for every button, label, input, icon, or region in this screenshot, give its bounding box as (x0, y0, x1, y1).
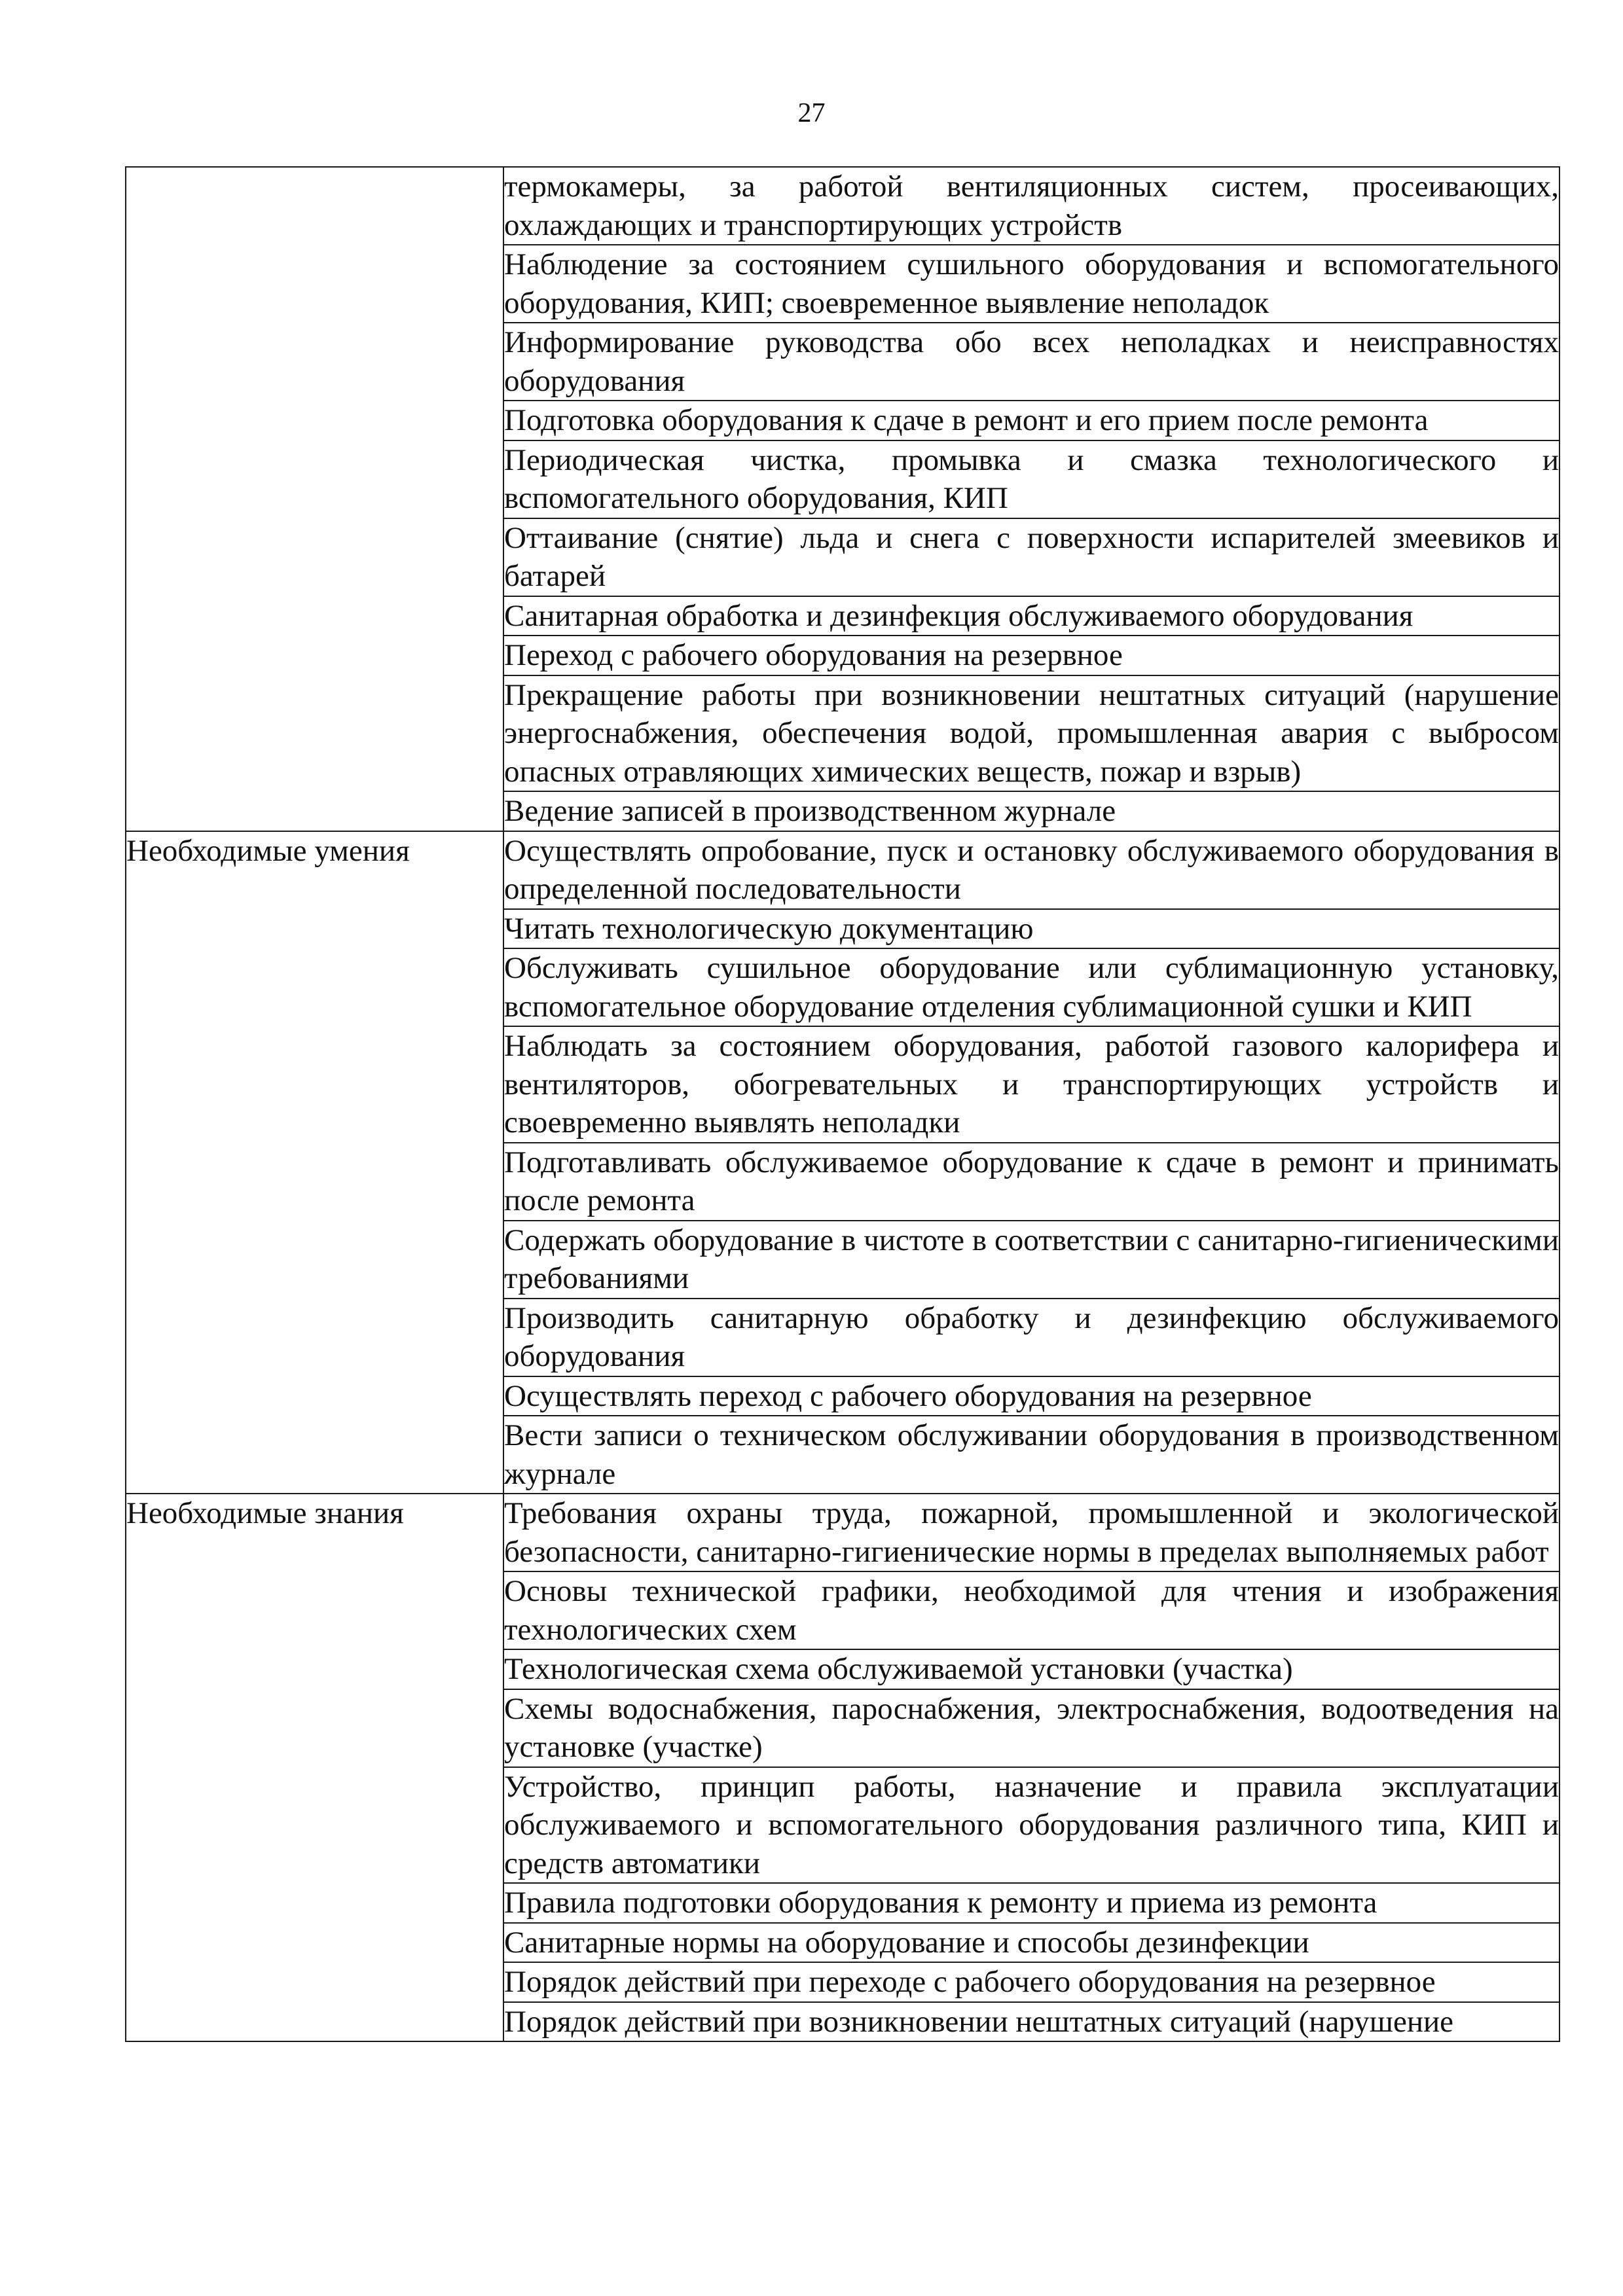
requirement-cell (503, 1767, 1559, 1884)
requirement-cell (503, 909, 1559, 949)
requirement-text: Обслуживать сушильное оборудование или сублимационную установку, вспомогательное оборудование отделения сублимационной сушки и КИП (504, 951, 1559, 1024)
section-label: Необходимые знания (126, 1496, 404, 1530)
section-label-cell (126, 831, 503, 1494)
requirement-cell (503, 167, 1559, 245)
requirement-cell (503, 1571, 1559, 1649)
table-row (126, 167, 1559, 245)
section-label-cell (126, 1494, 503, 2041)
requirement-cell (503, 1649, 1559, 1689)
requirement-cell (503, 323, 1559, 401)
requirement-cell (503, 1143, 1559, 1221)
requirement-text: Схемы водоснабжения, пароснабжения, электроснабжения, водоотведения на установке (участке) (504, 1691, 1559, 1764)
requirement-text: Ведение записей в производственном журнале (504, 794, 1116, 828)
requirement-cell (503, 1689, 1559, 1767)
requirement-text: Санитарные нормы на оборудование и способы дезинфекции (504, 1925, 1309, 1960)
requirement-cell (503, 1923, 1559, 1963)
requirement-text: Порядок действий при переходе с рабочего оборудования на резервное (504, 1965, 1436, 1999)
table-body (126, 167, 1559, 2041)
requirement-text: Осуществлять переход с рабочего оборудования на резервное (504, 1378, 1312, 1413)
requirement-text: Вести записи о техническом обслуживании оборудования в производственном журнале (504, 1418, 1559, 1491)
requirement-cell (503, 1376, 1559, 1416)
requirement-cell (503, 440, 1559, 518)
requirement-text: Оттаивание (снятие) льда и снега с поверхности испарителей змеевиков и батарей (504, 520, 1559, 593)
requirement-text: Подготовка оборудования к сдаче в ремонт и его прием после ремонта (504, 403, 1429, 437)
section-label: Необходимые умения (126, 833, 410, 868)
requirement-cell (503, 1883, 1559, 1923)
page-number: 27 (797, 98, 826, 128)
requirement-text: Информирование руководства обо всех неполадках и неисправностях оборудования (504, 325, 1559, 398)
requirements-table (125, 166, 1560, 2042)
requirement-cell (503, 675, 1559, 792)
requirement-cell (503, 596, 1559, 636)
requirement-cell (503, 948, 1559, 1026)
requirement-cell (503, 518, 1559, 596)
requirement-text: Требования охраны труда, пожарной, промышленной и экологической безопасности, санитарно-гигиенические нормы в пределах выполняемых работ (504, 1496, 1559, 1569)
requirement-text: Технологическая схема обслуживаемой установки (участка) (504, 1652, 1293, 1686)
requirement-text: Содержать оборудование в чистоте в соответствии с санитарно-гигиеническими требованиями (504, 1223, 1559, 1295)
section-label-cell (126, 167, 503, 831)
requirement-text: Переход с рабочего оборудования на резервное (504, 638, 1123, 672)
requirement-text: термокамеры, за работой вентиляционных систем, просеивающих, охлаждающих и транспортирующих устройств (504, 170, 1559, 242)
requirement-cell (503, 1416, 1559, 1494)
requirement-cell (503, 245, 1559, 323)
requirement-text: Санитарная обработка и дезинфекция обслуживаемого оборудования (504, 598, 1413, 633)
requirement-text: Производить санитарную обработку и дезинфекцию обслуживаемого оборудования (504, 1300, 1559, 1373)
requirement-cell (503, 831, 1559, 909)
requirement-text: Прекращение работы при возникновении нештатных ситуаций (нарушение энергоснабжения, обеспечения водой, промышленная авария с выбросом опасных отравляющих химических веществ, пожар и взрыв) (504, 677, 1559, 789)
requirement-cell (503, 401, 1559, 440)
requirement-text: Подготавливать обслуживаемое оборудование к сдаче в ремонт и принимать после ремонта (504, 1145, 1559, 1217)
requirement-text: Наблюдение за состоянием сушильного оборудования и вспомогательного оборудования, КИП; своевременное выявление неполадок (504, 247, 1559, 320)
requirement-cell (503, 1962, 1559, 2002)
table-row (126, 1494, 1559, 1571)
requirement-cell (503, 1299, 1559, 1376)
requirement-text: Правила подготовки оборудования к ремонту и приема из ремонта (504, 1886, 1377, 1920)
requirement-cell (503, 636, 1559, 675)
requirement-text: Осуществлять опробование, пуск и остановку обслуживаемого оборудования в определенной последовательности (504, 833, 1559, 906)
requirement-text: Периодическая чистка, промывка и смазка технологического и вспомогательного оборудования, КИП (504, 442, 1559, 515)
requirement-cell (503, 2002, 1559, 2042)
requirement-cell (503, 1221, 1559, 1299)
table-row (126, 831, 1559, 909)
requirement-cell (503, 791, 1559, 831)
requirement-text: Читать технологическую документацию (504, 911, 1034, 946)
requirement-cell (503, 1494, 1559, 1571)
requirement-text: Устройство, принцип работы, назначение и правила эксплуатации обслуживаемого и вспомогательного оборудования различного типа, КИП и средств автоматики (504, 1769, 1559, 1880)
requirement-text: Порядок действий при возникновении нештатных ситуаций (нарушение (504, 2004, 1454, 2039)
requirement-text: Наблюдать за состоянием оборудования, работой газового калорифера и вентиляторов, обогревательных и транспортирующих устройств и своевременно выявлять неполадки (504, 1029, 1559, 1139)
requirement-cell (503, 1026, 1559, 1143)
requirement-text: Основы технической графики, необходимой для чтения и изображения технологических схем (504, 1574, 1559, 1647)
